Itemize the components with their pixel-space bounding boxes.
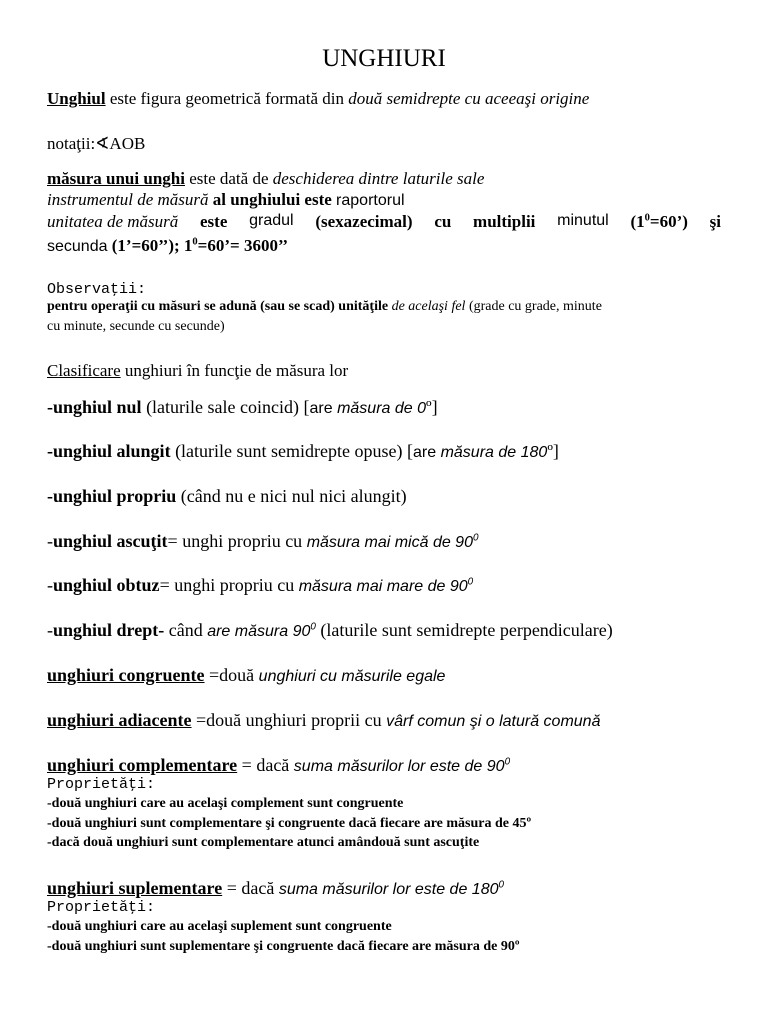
adjacent-text: =două unghiuri proprii cu bbox=[191, 710, 387, 730]
type-right-italic: are măsura 90 bbox=[207, 623, 311, 640]
type-null-end: º] bbox=[426, 397, 438, 417]
page-title: UNGHIURI bbox=[322, 45, 446, 72]
type-null-term: -unghiul nul bbox=[47, 397, 142, 417]
observations-line-1 bbox=[47, 299, 721, 315]
observations-note-1: grade cu grade, minute bbox=[473, 299, 602, 314]
supplementary-properties-heading: Proprietăţi: bbox=[47, 899, 156, 916]
supplementary-property-2-text: -două unghiuri sunt suplementare şi congruente dacă fiecare are măsura de 90º bbox=[47, 939, 520, 954]
type-null bbox=[47, 397, 721, 418]
instrument-italic: instrumentul de măsură bbox=[47, 190, 209, 209]
type-obtuse-italic: măsura mai mare de 90 bbox=[298, 578, 468, 595]
type-straight-end: º] bbox=[547, 441, 559, 461]
type-proper-term: -unghiul propriu bbox=[47, 486, 177, 506]
measure-text-1: este dată de bbox=[184, 169, 273, 188]
adjacent-line bbox=[47, 710, 721, 731]
type-right-end: (laturile sunt semidrepte perpendiculare) bbox=[315, 620, 613, 640]
angle-symbol-icon: ∢ bbox=[95, 134, 110, 153]
congruent-line bbox=[47, 665, 721, 686]
unit-word-gradul: gradul bbox=[249, 212, 294, 229]
observations-close-paren: ) bbox=[220, 319, 225, 334]
observations-heading: Observaţii: bbox=[47, 281, 147, 298]
type-obtuse bbox=[47, 575, 721, 596]
type-acute-term: unghiul ascuţit bbox=[53, 531, 168, 551]
type-right-term: unghiul drept- bbox=[53, 620, 165, 640]
type-obtuse-term: unghiul obtuz bbox=[53, 575, 160, 595]
measure-line-1 bbox=[47, 169, 721, 189]
classification-heading bbox=[47, 361, 721, 381]
observations-italic: de acelaşi fel bbox=[391, 299, 466, 314]
observations-note-2: cu minute, secunde cu secunde bbox=[47, 319, 220, 334]
observations-open-paren: ( bbox=[465, 299, 474, 314]
unit-degree-pre: (1 bbox=[630, 212, 645, 231]
unit-degree-post: =60’) bbox=[649, 212, 688, 231]
definition-line bbox=[47, 89, 721, 109]
instrument-value: raportorul bbox=[336, 192, 405, 209]
complementary-property-3-text: -dacă două unghiuri sunt complementare atunci amândouă sunt ascuţite bbox=[47, 835, 480, 850]
unit-conv-a: (1’=60’’); 1 bbox=[107, 236, 193, 255]
complementary-property-2 bbox=[47, 816, 721, 832]
type-acute-text: = unghi propriu cu bbox=[167, 531, 307, 551]
supplementary-sup: 0 bbox=[498, 879, 504, 891]
complementary-property-2-text: -două unghiuri sunt complementare şi congruente dacă fiecare are măsura de 45º bbox=[47, 816, 532, 831]
supplementary-line bbox=[47, 878, 721, 899]
unit-word-sexazecimal: (sexazecimal) bbox=[315, 212, 413, 231]
definition-text: este figura geometrică formată din bbox=[105, 89, 349, 108]
classification-term: Clasificare bbox=[47, 361, 121, 380]
type-acute bbox=[47, 531, 721, 552]
type-straight bbox=[47, 441, 721, 462]
type-proper bbox=[47, 486, 721, 507]
complementary-property-1-text: -două unghiuri care au acelaşi complement sunt congruente bbox=[47, 796, 404, 811]
complementary-text: = dacă bbox=[237, 755, 294, 775]
measure-term: măsura unui unghi bbox=[47, 169, 185, 188]
unit-word-este: este bbox=[200, 212, 228, 231]
complementary-property-3 bbox=[47, 835, 721, 851]
supplementary-property-1-text: -două unghiuri care au acelaşi suplement sunt congruente bbox=[47, 919, 392, 934]
unit-conv-sup: 0 bbox=[192, 236, 198, 248]
supplementary-property-1 bbox=[47, 919, 721, 935]
notation-value: AOB bbox=[109, 134, 146, 153]
complementary-property-1 bbox=[47, 796, 721, 812]
type-obtuse-sup: 0 bbox=[467, 576, 474, 588]
supplementary-text: = dacă bbox=[222, 878, 279, 898]
type-right-sup: 0 bbox=[310, 621, 316, 633]
unit-word-multiplii: multiplii bbox=[473, 212, 536, 231]
unit-conv-b: =60’= 3600’’ bbox=[197, 236, 289, 255]
unit-word-minutul: minutul bbox=[557, 212, 609, 229]
type-obtuse-dash: - bbox=[47, 575, 53, 595]
type-acute-italic: măsura mai mică de 90 bbox=[306, 534, 473, 551]
classification-rest: unghiuri în funcţie de măsura lor bbox=[120, 361, 349, 380]
measure-line-3 bbox=[47, 212, 721, 232]
adjacent-term: unghiuri adiacente bbox=[47, 710, 192, 730]
type-null-text: (laturile sale coincid) [ bbox=[141, 397, 310, 417]
type-straight-are: are bbox=[413, 444, 441, 461]
type-null-italic: măsura de 0 bbox=[337, 400, 427, 417]
type-right-text: când bbox=[164, 620, 208, 640]
complementary-sup: 0 bbox=[504, 756, 511, 768]
type-proper-text: (când nu e nici nul nici alungit) bbox=[176, 486, 407, 506]
congruent-text: =două bbox=[204, 665, 259, 685]
instrument-bold: al unghiului este bbox=[208, 190, 337, 209]
adjacent-italic: vârf comun şi o latură comună bbox=[386, 713, 601, 730]
measure-italic-1: deschiderea dintre laturile sale bbox=[272, 169, 485, 188]
congruent-term: unghiuri congruente bbox=[47, 665, 205, 685]
supplementary-italic: suma măsurilor lor este de 180 bbox=[278, 881, 499, 898]
measure-line-2 bbox=[47, 190, 721, 210]
congruent-italic: unghiuri cu măsurile egale bbox=[258, 668, 446, 685]
type-acute-dash: - bbox=[47, 531, 53, 551]
definition-term: Unghiul bbox=[47, 89, 106, 108]
measure-line-4 bbox=[47, 236, 721, 256]
unit-degree-sup: 0 bbox=[644, 212, 650, 224]
supplementary-term: unghiuri suplementare bbox=[47, 878, 223, 898]
observations-bold: pentru operaţii cu măsuri se adună (sau se scad) unităţile bbox=[47, 299, 392, 314]
type-null-are: are bbox=[309, 400, 338, 417]
complementary-line bbox=[47, 755, 721, 776]
complementary-properties-heading: Proprietăţi: bbox=[47, 776, 156, 793]
supplementary-property-2 bbox=[47, 939, 721, 955]
type-right-dash: - bbox=[47, 620, 53, 640]
unit-degree-minute bbox=[630, 212, 687, 232]
definition-italic: două semidrepte cu aceeaşi origine bbox=[348, 89, 590, 108]
notation-label: notaţii: bbox=[47, 134, 96, 153]
type-straight-italic: măsura de 180 bbox=[440, 444, 548, 461]
unit-italic: unitatea de măsură bbox=[47, 212, 179, 231]
type-obtuse-text: = unghi propriu cu bbox=[159, 575, 299, 595]
complementary-italic: suma măsurilor lor este de 90 bbox=[293, 758, 505, 775]
type-straight-term: -unghiul alungit bbox=[47, 441, 171, 461]
type-acute-sup: 0 bbox=[472, 532, 479, 544]
complementary-term: unghiuri complementare bbox=[47, 755, 238, 775]
type-right bbox=[47, 620, 721, 641]
notation-line bbox=[47, 134, 721, 154]
unit-word-cu: cu bbox=[434, 212, 452, 231]
type-straight-text: (laturile sunt semidrepte opuse) [ bbox=[170, 441, 413, 461]
unit-word-si: şi bbox=[709, 212, 721, 231]
unit-secunda: secunda bbox=[47, 238, 108, 255]
observations-line-2 bbox=[47, 319, 721, 335]
